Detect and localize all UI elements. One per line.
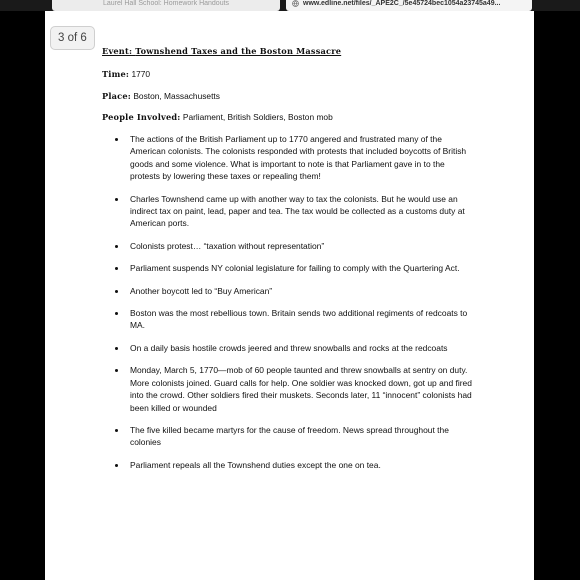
bullet-text: Monday, March 5, 1770—mob of 60 people taunted and threw snowballs at sentry on duty. More colonists joined. Guard calls for help. One soldier was knocked down, got up and fired into the crowd. Other soldiers fired their muskets. Seconds later, 11 “innocent” colonists had been killed or wounded	[130, 365, 472, 413]
list-item	[115, 342, 475, 354]
bullet-dot	[115, 290, 118, 293]
pdf-page[interactable]	[45, 11, 534, 580]
time-value: 1770	[131, 69, 151, 79]
list-item	[115, 459, 475, 471]
place-label: Place:	[102, 91, 131, 101]
bullet-dot	[115, 245, 118, 248]
place-value: Boston, Massachusetts	[133, 91, 220, 101]
list-item	[115, 424, 475, 449]
list-item	[115, 307, 475, 332]
list-item	[115, 285, 475, 297]
globe-icon	[292, 0, 299, 7]
event-title-prefix: Event:	[102, 46, 136, 56]
people-value: Parliament, British Soldiers, Boston mob	[182, 112, 333, 122]
bullet-text: Another boycott led to “Buy American”	[130, 285, 273, 296]
bullet-dot	[115, 347, 118, 350]
people-field	[102, 112, 333, 122]
bullet-text: Parliament suspends NY colonial legislature for failing to comply with the Quartering Act.	[130, 263, 460, 274]
list-item	[115, 193, 475, 230]
list-item	[115, 240, 475, 252]
bullet-text: Boston was the most rebellious town. Britain sends two additional regiments of redcoats to MA.	[130, 308, 468, 331]
people-label: People Involved:	[102, 112, 181, 122]
time-field	[102, 69, 150, 79]
list-item	[115, 133, 475, 183]
bullet-dot	[115, 369, 118, 372]
browser-tab-bar	[0, 0, 580, 11]
bullet-dot	[115, 429, 118, 432]
bullet-text: Colonists protest… “taxation without representation”	[130, 240, 325, 251]
list-item	[115, 364, 475, 414]
event-title-main: Townshend Taxes and the Boston Massacre	[135, 46, 342, 56]
bullet-dot	[115, 267, 118, 270]
bullet-dot	[115, 198, 118, 201]
bullet-text: On a daily basis hostile crowds jeered and threw snowballs and rocks at the redcoats	[130, 342, 448, 353]
bullet-text: Charles Townshend came up with another way to tax the colonists. But he would use an indirect tax on paint, lead, paper and tea. The tax would be collected as a customs duty at American ports.	[130, 193, 465, 229]
place-field	[102, 91, 220, 101]
bullet-dot	[115, 464, 118, 467]
bullet-dot	[115, 138, 118, 141]
bullet-text: The five killed became martyrs for the cause of freedom. News spread throughout the colonies	[130, 424, 449, 448]
tab-active-url[interactable]	[286, 0, 532, 11]
time-label: Time:	[102, 69, 130, 79]
bullet-list	[115, 133, 475, 481]
bullet-dot	[115, 312, 118, 315]
page-indicator: 3 of 6	[50, 26, 95, 50]
list-item	[115, 262, 475, 274]
event-title	[102, 46, 341, 56]
bullet-text: The actions of the British Parliament up to 1770 angered and frustrated many of the American colonists. The colonists responded with protests that included boycotts of British goods and some violence. What is important to note is that Parliament gave in to the protests by lowering these taxes or repealing them!	[130, 134, 467, 182]
bullet-text: Parliament repeals all the Townshend duties except the one on tea.	[130, 459, 381, 470]
tab-homework-handouts[interactable]	[52, 0, 280, 11]
url-text: www.edline.net/files/_APE2C_/5e45724bec1054a23745a49...	[303, 0, 501, 7]
tab-title: Laurel Hall School: Homework Handouts	[102, 0, 230, 7]
